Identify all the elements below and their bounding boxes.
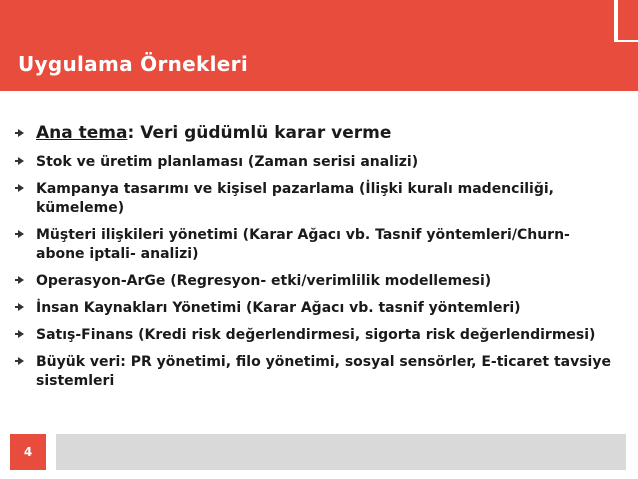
title-bar [0,0,638,91]
arrow-bullet-icon [18,230,24,238]
list-item [18,226,618,264]
arrow-bullet-icon [18,276,24,284]
main-topic-text: : Veri güdümlü karar verme [127,123,392,143]
slide-title: Uygulama Örnekleri [18,52,248,76]
bullet-main-topic [18,122,618,144]
bullet-list [18,122,618,391]
list-item [18,353,618,391]
slide-footer [10,434,618,470]
list-item [18,326,618,345]
list-item-text: İnsan Kaynakları Yönetimi (Karar Ağacı vb. tasnif yöntemleri) [36,300,521,316]
corner-accent [614,0,638,42]
list-item [18,180,618,218]
list-item [18,153,618,172]
list-item-text: Kampanya tasarımı ve kişisel pazarlama (İlişki kuralı madenciliği, kümeleme) [36,181,554,216]
slide-content [18,122,618,399]
list-item-text: Operasyon-ArGe (Regresyon- etki/verimlilik modellemesi) [36,273,492,289]
main-topic-label: Ana tema [36,123,128,143]
arrow-bullet-icon [18,184,24,192]
arrow-bullet-icon [18,303,24,311]
arrow-bullet-icon [18,157,24,165]
list-item-text: Müşteri ilişkileri yönetimi (Karar Ağacı vb. Tasnif yöntemleri/Churn-abone iptali- analizi) [36,227,570,262]
corner-accent-fill [618,0,638,40]
list-item [18,299,618,318]
list-item-text: Büyük veri: PR yönetimi, filo yönetimi, sosyal sensörler, E-ticaret tavsiye sistemleri [36,354,611,389]
footer-bar [56,434,626,470]
arrow-bullet-icon [18,129,24,137]
arrow-bullet-icon [18,330,24,338]
list-item [18,272,618,291]
page-number: 4 [10,434,46,470]
list-item-text: Stok ve üretim planlaması (Zaman serisi analizi) [36,154,419,170]
list-item-text: Satış-Finans (Kredi risk değerlendirmesi, sigorta risk değerlendirmesi) [36,327,596,343]
arrow-bullet-icon [18,357,24,365]
